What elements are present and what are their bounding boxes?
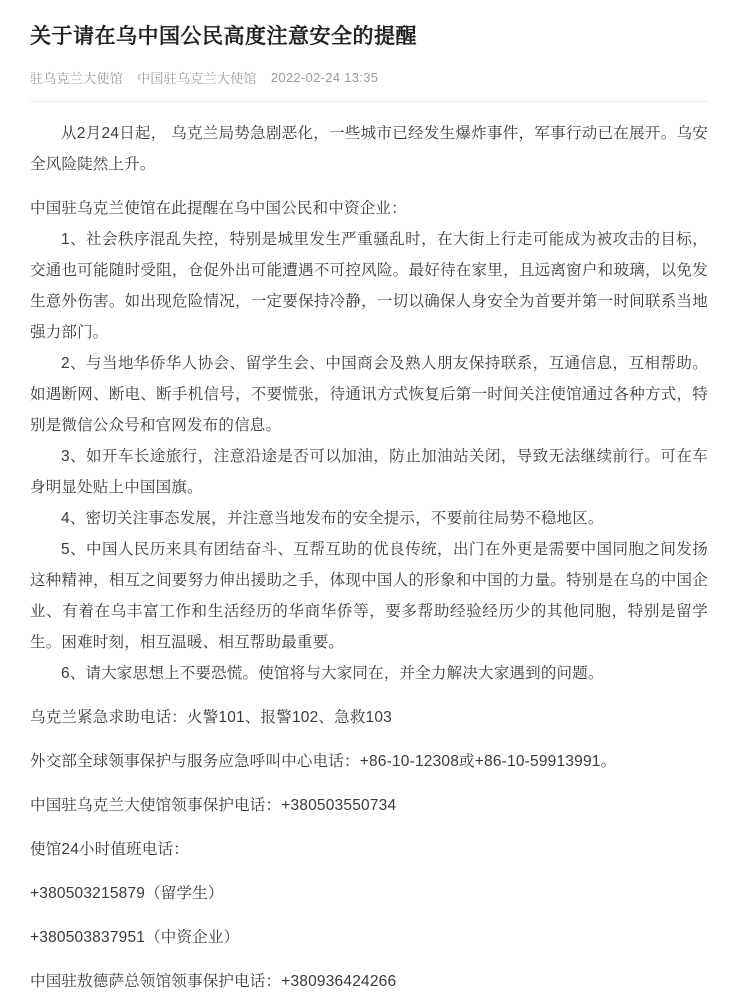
article-paragraph: 3、如开车长途旅行，注意沿途是否可以加油，防止加油站关闭，导致无法继续前行。可在车身明显处贴上中国国旗。: [30, 448, 708, 496]
article-body: [30, 118, 708, 997]
article-paragraph: 5、中国人民历来具有团结奋斗、互帮互助的优良传统，出门在外更是需要中国同胞之间发扬这种精神，相互之间要努力伸出援助之手，体现中国人的形象和中国的力量。特别是在乌的中国企业、有着在乌丰富工作和生活经历的华商华侨等，要多帮助经验经历少的其他同胞，特别是留学生。困难时刻，相互温暖、相互帮助最重要。: [30, 541, 708, 651]
article-paragraph: 4、密切关注事态发展，并注意当地发布的安全提示，不要前往局势不稳地区。: [61, 510, 604, 527]
article-paragraph: 2、与当地华侨华人协会、留学生会、中国商会及熟人朋友保持联系，互通信息，互相帮助。如遇断网、断电、断手机信号，不要慌张，待通讯方式恢复后第一时间关注使馆通过各种方式，特别是微信公众号和官网发布的信息。: [30, 355, 708, 434]
meta-author: 中国驻乌克兰大使馆: [137, 71, 257, 86]
article-paragraph: 外交部全球领事保护与服务应急呼叫中心电话：+86-10-12308或+86-10-59913991。: [30, 753, 617, 770]
header-divider: [30, 101, 708, 102]
article-paragraph: 中国驻乌克兰大使馆领事保护电话：+380503550734: [30, 797, 397, 814]
meta-source: 驻乌克兰大使馆: [30, 71, 124, 86]
article-paragraph: +380503837951（中资企业）: [30, 929, 240, 946]
meta-timestamp: 2022-02-24 13:35: [270, 70, 379, 85]
article-paragraph: 使馆24小时值班电话：: [30, 841, 189, 858]
article-paragraph: +380503215879（留学生）: [30, 885, 224, 902]
page-title: 关于请在乌中国公民高度注意安全的提醒: [30, 25, 417, 48]
article-meta: [30, 68, 708, 87]
article-paragraph: 1、社会秩序混乱失控，特别是城里发生严重骚乱时，在大街上行走可能成为被攻击的目标，交通也可能随时受阻，仓促外出可能遭遇不可控风险。最好待在家里，且远离窗户和玻璃，以免发生意外伤害。如出现危险情况，一定要保持冷静，一切以确保人身安全为首要并第一时间联系当地强力部门。: [30, 231, 708, 341]
article-paragraph: 乌克兰紧急求助电话：火警101、报警102、急救103: [30, 709, 392, 726]
article-paragraph: 从2月24日起， 乌克兰局势急剧恶化，一些城市已经发生爆炸事件，军事行动已在展开。乌安全风险陡然上升。: [30, 125, 708, 173]
article-paragraph: 6、请大家思想上不要恐慌。使馆将与大家同在，并全力解决大家遇到的问题。: [61, 665, 604, 682]
article-paragraph: 中国驻敖德萨总领馆领事保护电话：+380936424266: [30, 973, 397, 990]
article-paragraph: 中国驻乌克兰使馆在此提醒在乌中国公民和中资企业：: [30, 200, 407, 217]
